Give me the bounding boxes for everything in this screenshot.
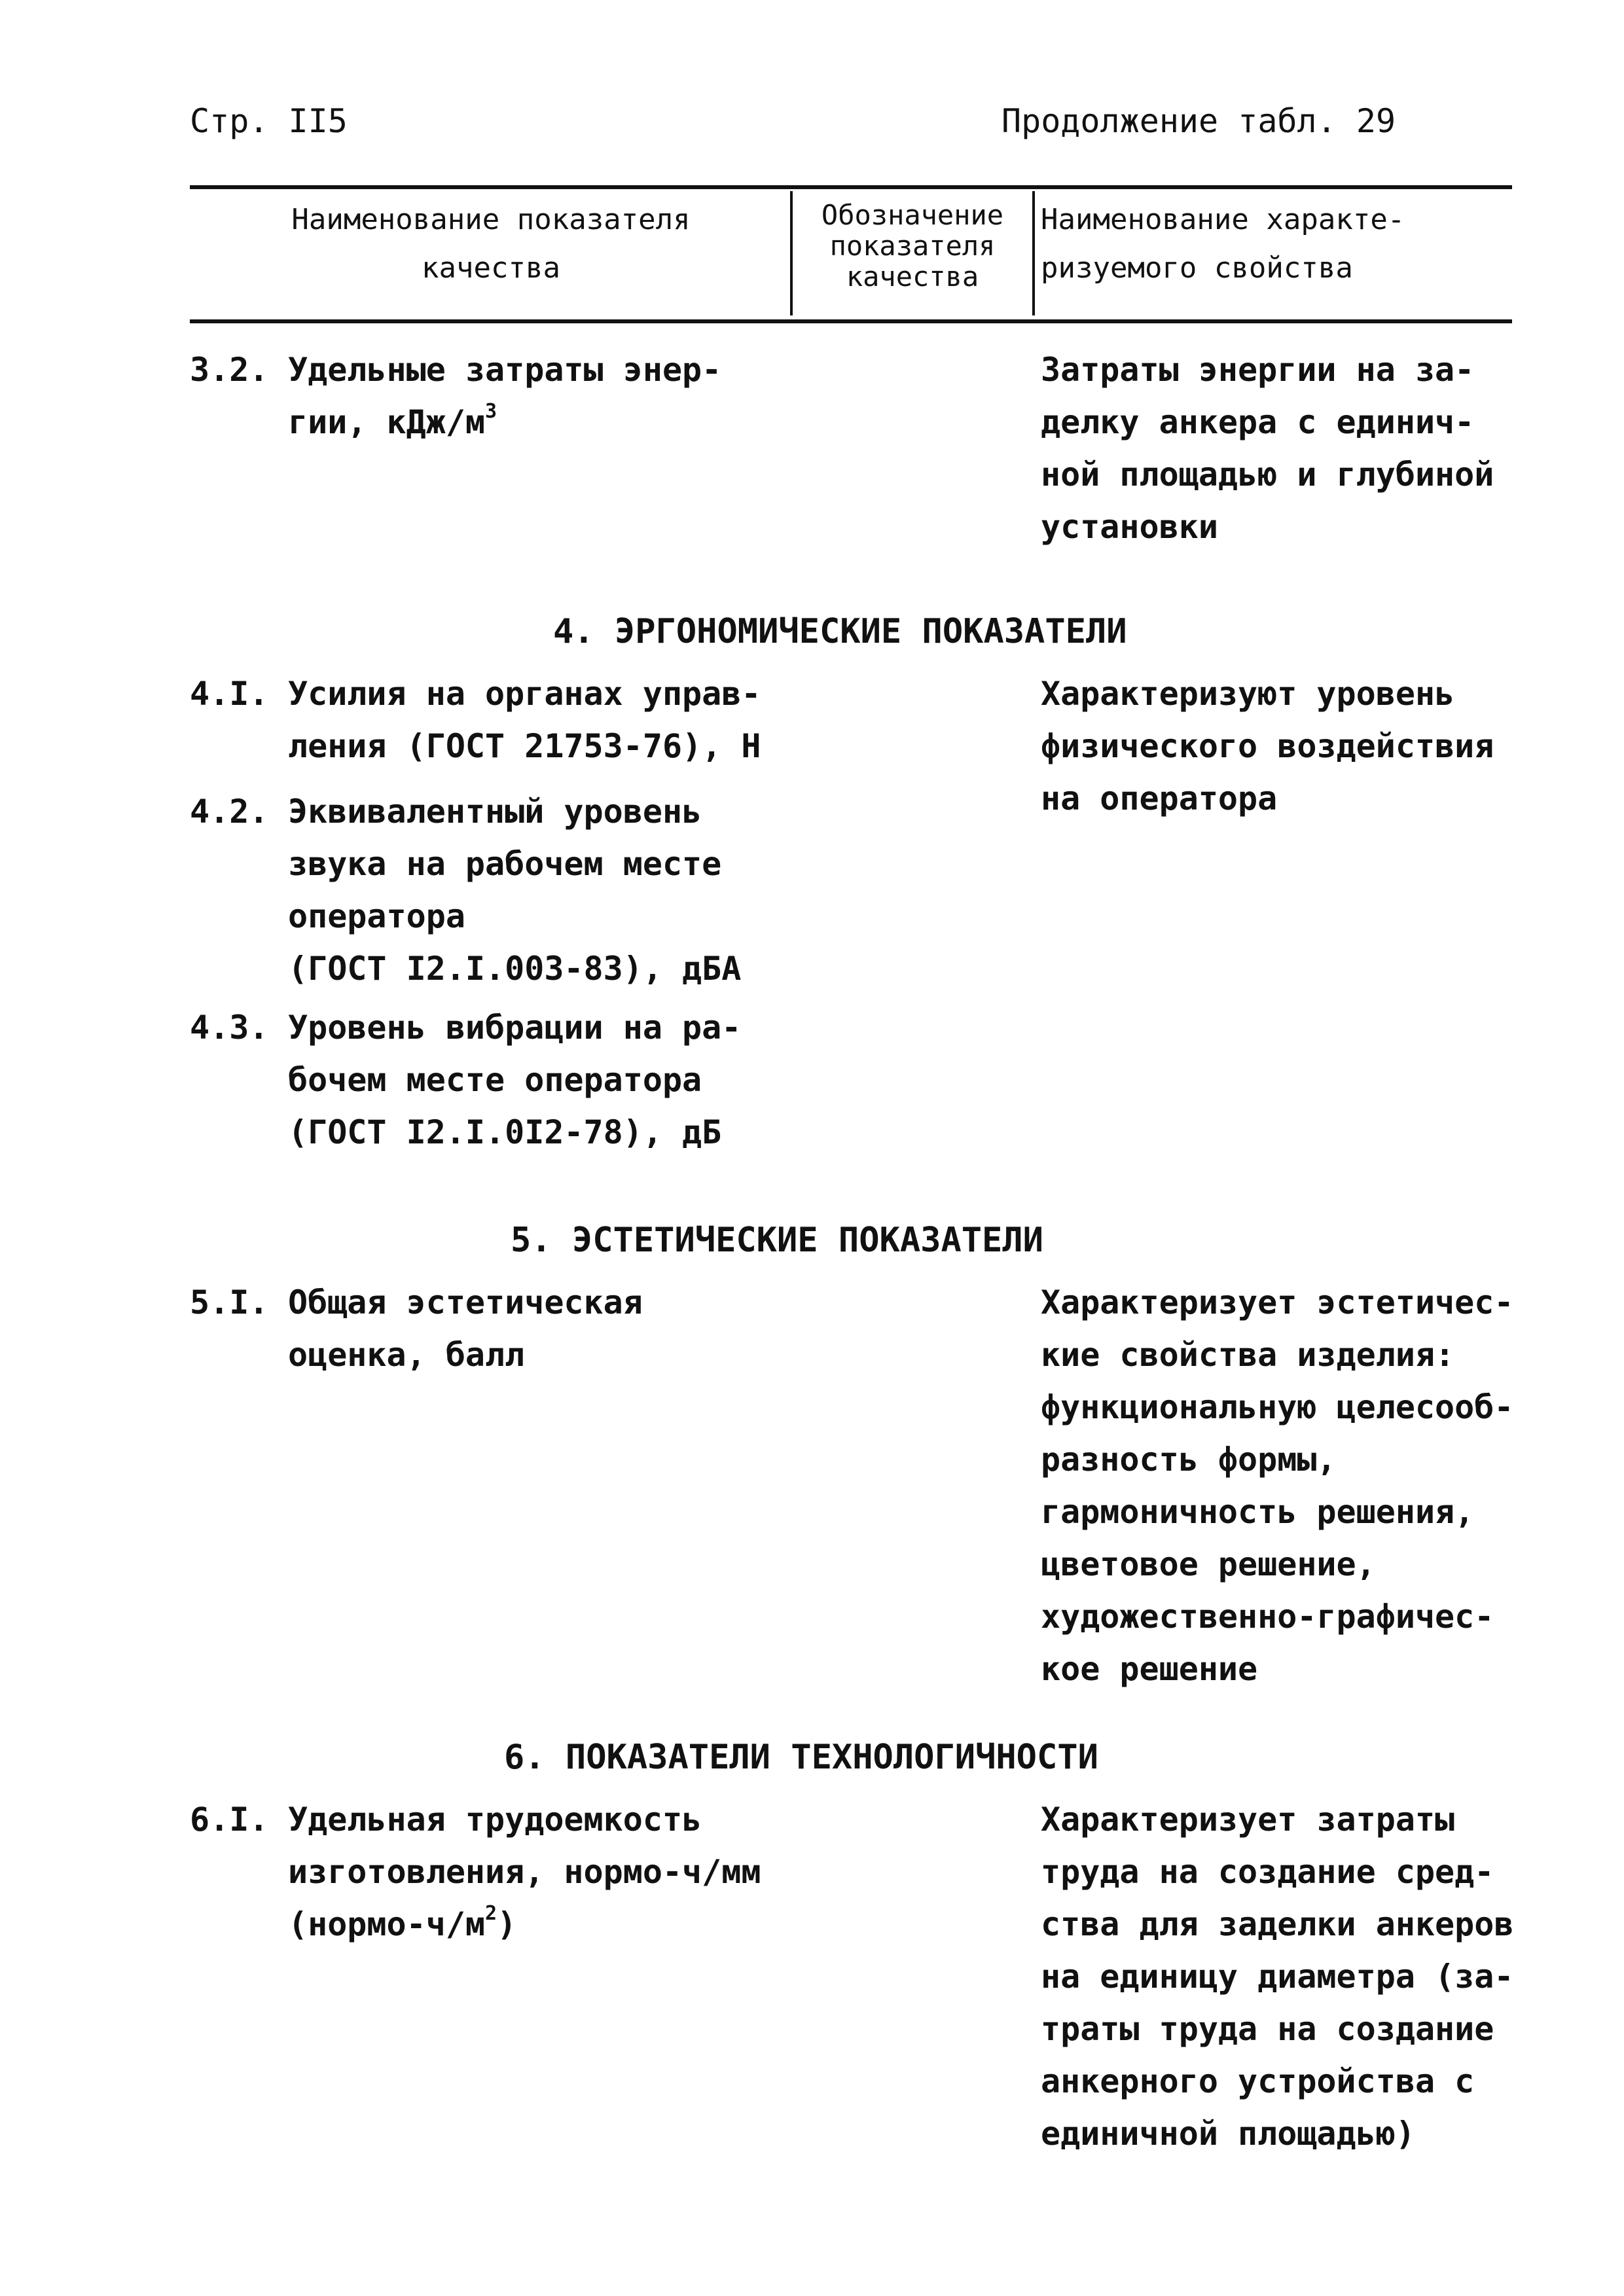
row-4-1-indicator: 4.I. Усилия на органах управ- ления (ГОСТ 21753-76), Н [190, 668, 761, 772]
row-3-2-property: Затраты энергии на за- делку анкера с единич- ной площадью и глубиной установки [1041, 351, 1494, 546]
section-title-manufacturability: 6. ПОКАЗАТЕЛИ ТЕХНОЛОГИЧНОСТИ [504, 1738, 1098, 1777]
section-title-aesthetic: 5. ЭСТЕТИЧЕСКИЕ ПОКАЗАТЕЛИ [511, 1221, 1043, 1260]
row-5-1-property: Характеризует эстетичес- кие свойства изделия: функциональную целесооб- разность формы, гармоничность решения, цветовое решение, художественно-графичес- кое решение [1041, 1283, 1514, 1688]
column-header-property-name: Наименование характе- ризуемого свойства [1041, 203, 1405, 285]
row-number: 4.2. [190, 793, 269, 831]
table-top-rule [190, 185, 1512, 189]
header-column-divider-1 [790, 191, 793, 315]
row-3-2-indicator: 3.2. Удельные затраты энер- гии, кДж/$м^3$ [190, 344, 721, 448]
row-number: 4.I. [190, 675, 269, 713]
row-6-1-property: Характеризует затраты труда на создание сред- ства для заделки анкеров на единицу диаметра (за- траты труда на создание анкерного устройства с единичной площадью) [1041, 1801, 1514, 2153]
row-number: 4.3. [190, 1009, 269, 1047]
section-title-ergonomic: 4. ЭРГОНОМИЧЕСКИЕ ПОКАЗАТЕЛИ [553, 612, 1127, 651]
row-number: 6.I. [190, 1801, 269, 1839]
row-5-1-indicator: 5.I. Общая эстетическая оценка, балл [190, 1276, 643, 1381]
table-header-bottom-rule [190, 319, 1512, 323]
row-number: 5.I. [190, 1283, 269, 1321]
row-6-1-indicator: 6.I. Удельная трудоемкость изготовления, нормо-ч/мм $(нормо-ч/м^2)$ [190, 1793, 761, 1950]
row-4-1-property: Характеризуют уровень физического воздействия на оператора [1041, 675, 1494, 817]
column-header-designation: Обозначение показателя качества [821, 199, 1004, 293]
column-header-indicator-name: Наименование показателя качества [291, 203, 691, 285]
header-column-divider-2 [1032, 191, 1035, 315]
row-4-3-indicator: 4.3. Уровень вибрации на ра- бочем месте оператора (ГОСТ I2.I.0I2-78), дБ [190, 1001, 741, 1158]
row-4-2-indicator: 4.2. Эквивалентный уровень звука на рабочем месте оператора (ГОСТ I2.I.003-83), дБА [190, 785, 741, 995]
row-number: 3.2. [190, 351, 269, 389]
page-number: Стр. II5 [190, 102, 348, 140]
table-continuation-label: Продолжение табл. 29 [1001, 102, 1396, 140]
